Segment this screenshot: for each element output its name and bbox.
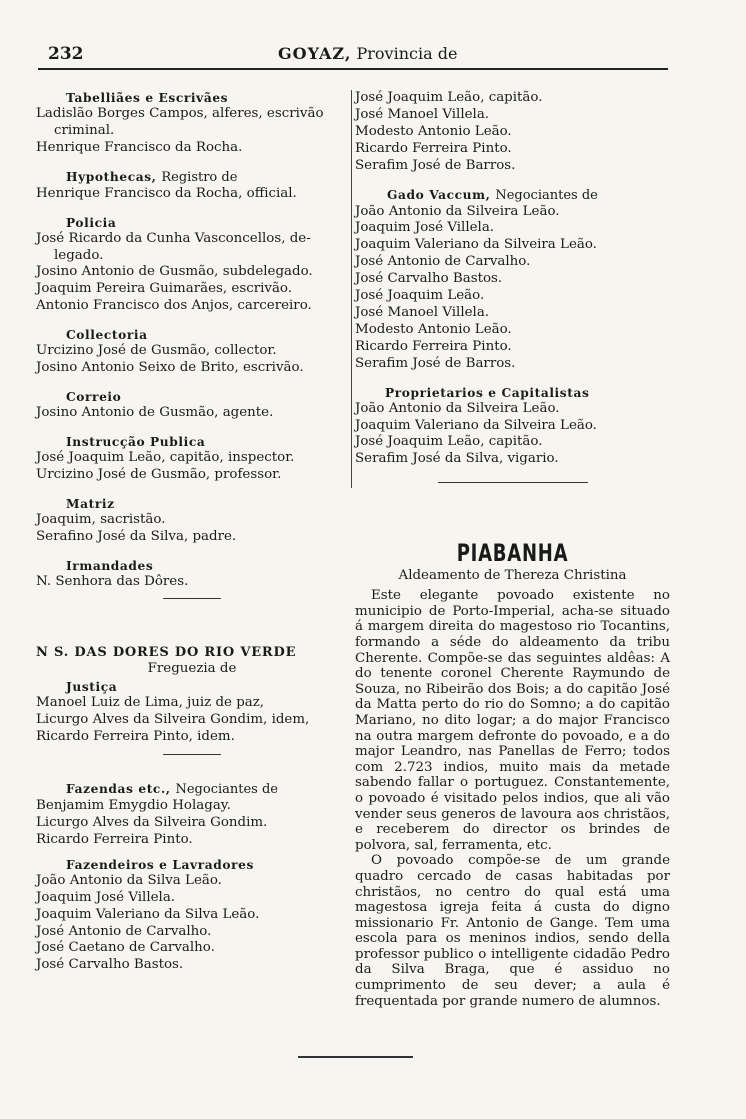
list-item: Joaquim Pereira Guimarães, escrivão.	[36, 281, 293, 297]
bottom-rule	[298, 1056, 413, 1058]
list-item: José Manoel Villela.	[355, 106, 490, 122]
list-item: Ricardo Ferreira Pinto.	[355, 338, 512, 354]
list-item: Joaquim, sacristão.	[36, 511, 166, 527]
list-item: Joaquim Valeriano da Silva Leão.	[36, 906, 260, 922]
page-number: 232	[48, 44, 84, 64]
section-divider	[438, 482, 588, 483]
section-divider	[163, 754, 221, 755]
article-subtitle: Aldeamento de Thereza Christina	[398, 568, 627, 584]
list-item: Manoel Luiz de Lima, juiz de paz,	[36, 695, 265, 711]
list-item: Licurgo Alves da Silveira Gondim.	[36, 815, 268, 831]
article-paragraph: Este elegante povoado existente no municipio de Porto-Imperial, acha-se situado á margem direita do magestoso rio Tocantins, formando a séde do aldeamento da tribu Cherente. Compõe-se das seguintes aldêas: A do tenente coronel Cherente Raymundo de Souza, no Ribeirão dos Bois; a do capitão José da Matta perto do rio do Somno; a do capitão Mariano, no dito logar; a do major Francisco na outra margem defronte do povoado, e a do major Leandro, nas Panellas de Ferro; todos com 2.723 indios, muito mais da metade sabendo fallar o portuguez. Constantemente, o povoado é visitado pelos indios, que ali vão vender seus generos de lavoura aos christãos, e receberem do director os brindes de polvora, sal, ferramenta, etc.	[355, 588, 670, 853]
section-heading: Justiça	[66, 680, 118, 695]
list-item: Henrique Francisco da Rocha, official.	[36, 185, 297, 201]
list-item: N. Senhora das Dôres.	[36, 573, 189, 589]
list-item: Urcizino José de Gusmão, collector.	[36, 343, 277, 359]
list-item: João Antonio da Silveira Leão.	[355, 203, 560, 219]
list-item: José Antonio de Carvalho.	[36, 923, 212, 939]
section-heading: Collectoria	[66, 328, 148, 343]
section-divider	[163, 598, 221, 599]
section-heading: Policia	[66, 215, 117, 230]
section-heading: Correio	[66, 389, 122, 404]
list-item: Licurgo Alves da Silveira Gondim, idem,	[36, 712, 310, 728]
list-item: Ladislão Borges Campos, alferes, escrivão	[36, 106, 324, 121]
list-item: Henrique Francisco da Rocha.	[36, 139, 243, 155]
list-item: Antonio Francisco dos Anjos, carcereiro.	[36, 298, 312, 314]
left-column	[36, 90, 348, 974]
section-heading: Tabelliães e Escrivães	[66, 91, 229, 105]
list-item: Josino Antonio de Gusmão, agente.	[36, 404, 274, 420]
right-column	[355, 90, 670, 1009]
section-heading: Instrucção Publica	[66, 434, 206, 449]
list-item: José Joaquim Leão, capitão.	[355, 90, 543, 105]
article-paragraph: O povoado compõe-se de um grande quadro cercado de casas habitadas por christãos, no centro do qual está uma magestosa igreja feita á custa do digno missionario Fr. Antonio de Gange. Tem uma escola para os meninos indios, sendo della professor publico o intelligente cidadão Pedro da Silva Braga, que é assiduo no cumprimento de seu dever; a aula é frequentada por grande numero de alumnos.	[355, 853, 670, 1009]
page-header	[38, 44, 668, 66]
locality-subtitle: Freguezia de	[147, 661, 237, 677]
section-heading: Irmandades	[66, 558, 154, 573]
list-item: José Manoel Villela.	[355, 304, 490, 320]
article-title: PIABANHA	[456, 539, 569, 568]
list-item: José Antonio de Carvalho.	[355, 254, 531, 270]
section-heading: Matriz	[66, 496, 115, 511]
list-item: José Carvalho Bastos.	[36, 957, 184, 973]
list-item: Ricardo Ferreira Pinto.	[355, 140, 512, 156]
list-item: Serafim José da Silva, vigario.	[355, 451, 559, 467]
list-item: Serafino José da Silva, padre.	[36, 528, 237, 544]
list-item: Serafim José de Barros.	[355, 355, 516, 371]
list-item: Modesto Antonio Leão.	[355, 321, 512, 337]
locality-heading: N S. DAS DORES DO RIO VERDE	[36, 645, 297, 661]
list-item: José Joaquim Leão, capitão.	[355, 434, 543, 450]
list-item: Joaquim Valeriano da Silveira Leão.	[355, 417, 597, 433]
list-item: José Caetano de Carvalho.	[36, 940, 215, 956]
list-item: Modesto Antonio Leão.	[355, 123, 512, 139]
section-heading: Fazendas etc., Negociantes de	[66, 782, 278, 798]
header-rule	[38, 68, 668, 70]
list-item: Benjamim Emygdio Holagay.	[36, 798, 231, 814]
list-item: Josino Antonio de Gusmão, subdelegado.	[36, 264, 313, 280]
section-heading: Proprietarios e Capitalistas	[385, 385, 590, 400]
list-item: Ricardo Ferreira Pinto.	[36, 831, 193, 847]
list-item: Urcizino José de Gusmão, professor.	[36, 466, 282, 482]
list-item: Ricardo Ferreira Pinto, idem.	[36, 729, 235, 745]
list-item: Joaquim Valeriano da Silveira Leão.	[355, 237, 597, 253]
list-item: João Antonio da Silva Leão.	[36, 872, 222, 888]
list-item: João Antonio da Silveira Leão.	[355, 400, 560, 416]
list-item: José Carvalho Bastos.	[355, 271, 503, 287]
section-heading: Hypothecas, Registro de	[66, 169, 238, 185]
list-item: José Joaquim Leão, capitão, inspector.	[36, 449, 295, 465]
list-item: legado.	[54, 247, 104, 263]
list-item: Joaquim José Villela.	[355, 220, 495, 236]
running-title: GOYAZ, Provincia de	[278, 44, 458, 63]
list-item: Josino Antonio Seixo de Brito, escrivão.	[36, 360, 304, 376]
section-heading: Gado Vaccum, Negociantes de	[387, 187, 598, 203]
list-item: Serafim José de Barros.	[355, 157, 516, 173]
list-item: Joaquim José Villela.	[36, 889, 176, 905]
list-item: criminal.	[54, 122, 115, 138]
section-heading: Fazendeiros e Lavradores	[66, 857, 254, 872]
column-divider	[351, 90, 352, 488]
list-item: José Ricardo da Cunha Vasconcellos, de-	[36, 230, 311, 246]
list-item: José Joaquim Leão.	[355, 288, 485, 304]
